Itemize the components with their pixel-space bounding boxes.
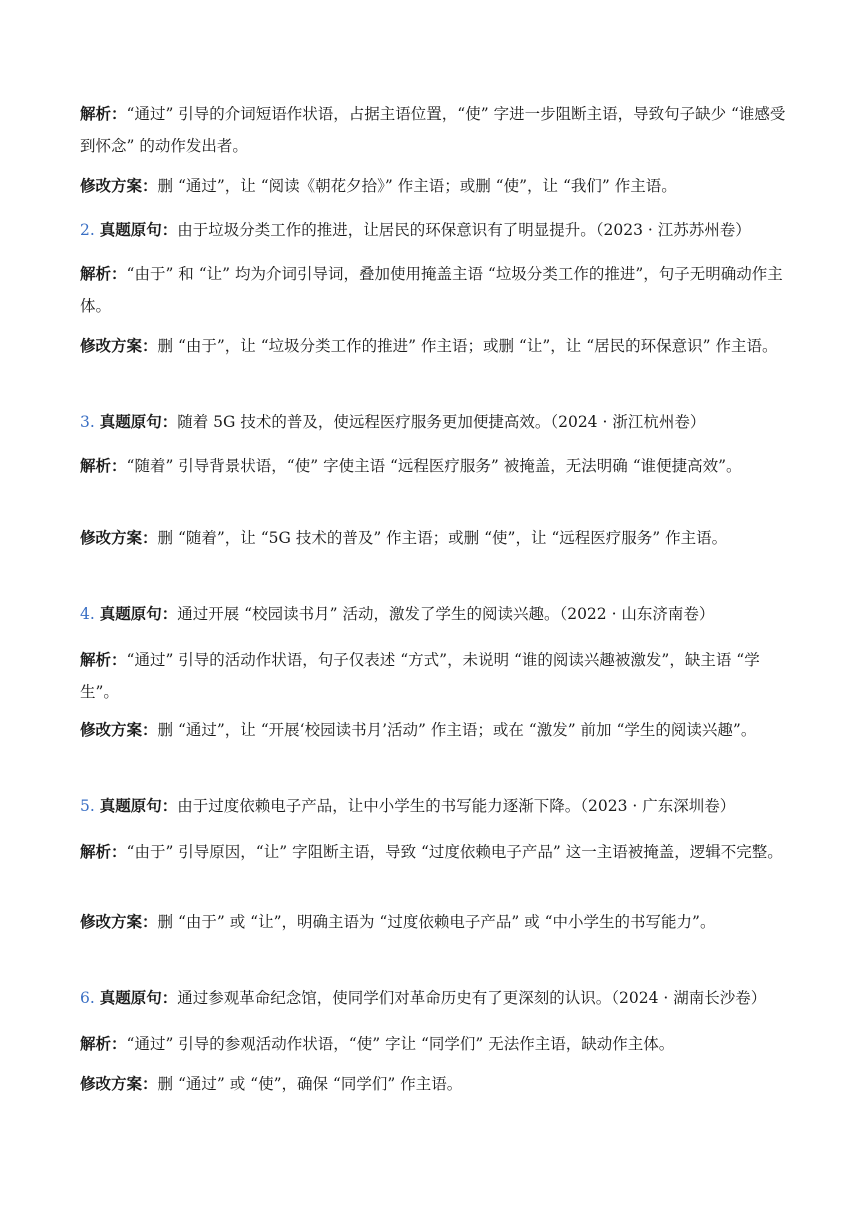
fix-text: 删 “通过”，让 “开展‘校园读书月’活动” 作主语；或在 “激发” 前加 “学生的阅读兴趣”。 <box>157 721 757 739</box>
item-6-original <box>80 982 790 1014</box>
item-3-fix <box>80 522 790 554</box>
intro-fix <box>80 170 790 202</box>
analysis-label: 解析： <box>80 104 127 123</box>
fix-label: 修改方案： <box>80 528 158 547</box>
analysis-text: “通过” 引导的活动作状语，句子仅表述 “方式”，未说明 “谁的阅读兴趣被激发”，缺主语 “学生”。 <box>80 651 760 701</box>
item-number: 3. <box>80 413 95 431</box>
analysis-text: “由于” 和 “让” 均为介词引导词，叠加使用掩盖主语 “垃圾分类工作的推进”，句子无明确动作主体。 <box>80 265 783 315</box>
item-number: 4. <box>80 605 95 623</box>
fix-text: 删 “通过” 或 “使”，确保 “同学们” 作主语。 <box>157 1075 463 1093</box>
analysis-text: “通过” 引导的参观活动作状语，“使” 字让 “同学们” 无法作主语，缺动作主体。 <box>126 1035 675 1053</box>
item-5-original <box>80 790 790 822</box>
fix-label: 修改方案： <box>80 1074 158 1093</box>
fix-label: 修改方案： <box>80 912 158 931</box>
item-4-fix <box>80 714 790 746</box>
fix-text: 删 “随着”，让 “5G 技术的普及” 作主语；或删 “使”，让 “远程医疗服务” 作主语。 <box>157 529 728 547</box>
analysis-text: “通过” 引导的介词短语作状语，占据主语位置，“使” 字进一步阻断主语，导致句子缺少 “谁感受到怀念” 的动作发出者。 <box>80 105 786 155</box>
item-4-analysis <box>80 644 790 708</box>
fix-label: 修改方案： <box>80 176 158 195</box>
item-6-fix <box>80 1068 790 1100</box>
analysis-text: “随着” 引导背景状语，“使” 字使主语 “远程医疗服务” 被掩盖，无法明确 “谁便捷高效”。 <box>126 457 742 475</box>
fix-text: 删 “通过”，让 “阅读《朝花夕拾》” 作主语；或删 “使”，让 “我们” 作主语。 <box>157 177 677 195</box>
fix-text: 删 “由于” 或 “让”，明确主语为 “过度依赖电子产品” 或 “中小学生的书写能力”。 <box>157 913 716 931</box>
item-2-original <box>80 214 790 246</box>
analysis-label: 解析： <box>80 650 127 669</box>
item-6-analysis <box>80 1028 790 1060</box>
fix-label: 修改方案： <box>80 720 158 739</box>
original-label: 真题原句： <box>99 604 178 623</box>
item-number: 2. <box>80 221 95 239</box>
original-text: 通过开展 “校园读书月” 活动，激发了学生的阅读兴趣。（2022 · 山东济南卷） <box>177 605 715 623</box>
original-label: 真题原句： <box>99 220 178 239</box>
item-4-original <box>80 598 790 630</box>
fix-label: 修改方案： <box>80 336 158 355</box>
analysis-label: 解析： <box>80 842 127 861</box>
original-text: 由于过度依赖电子产品，让中小学生的书写能力逐渐下降。（2023 · 广东深圳卷） <box>177 797 736 815</box>
item-3-analysis <box>80 450 790 482</box>
original-text: 通过参观革命纪念馆，使同学们对革命历史有了更深刻的认识。（2024 · 湖南长沙卷） <box>177 989 767 1007</box>
fix-text: 删 “由于”，让 “垃圾分类工作的推进” 作主语；或删 “让”，让 “居民的环保意识” 作主语。 <box>157 337 778 355</box>
analysis-label: 解析： <box>80 264 127 283</box>
intro-analysis <box>80 98 790 162</box>
item-number: 5. <box>80 797 95 815</box>
analysis-label: 解析： <box>80 456 127 475</box>
item-5-fix <box>80 906 790 938</box>
item-number: 6. <box>80 989 95 1007</box>
item-2-fix <box>80 330 790 362</box>
analysis-label: 解析： <box>80 1034 127 1053</box>
original-label: 真题原句： <box>99 988 178 1007</box>
item-5-analysis <box>80 836 790 868</box>
item-2-analysis <box>80 258 790 322</box>
item-3-original <box>80 406 790 438</box>
original-text: 由于垃圾分类工作的推进，让居民的环保意识有了明显提升。（2023 · 江苏苏州卷） <box>177 221 751 239</box>
original-label: 真题原句： <box>99 412 178 431</box>
original-label: 真题原句： <box>99 796 178 815</box>
analysis-text: “由于” 引导原因，“让” 字阻断主语，导致 “过度依赖电子产品” 这一主语被掩盖，逻辑不完整。 <box>126 843 783 861</box>
original-text: 随着 5G 技术的普及，使远程医疗服务更加便捷高效。（2024 · 浙江杭州卷） <box>177 413 706 431</box>
